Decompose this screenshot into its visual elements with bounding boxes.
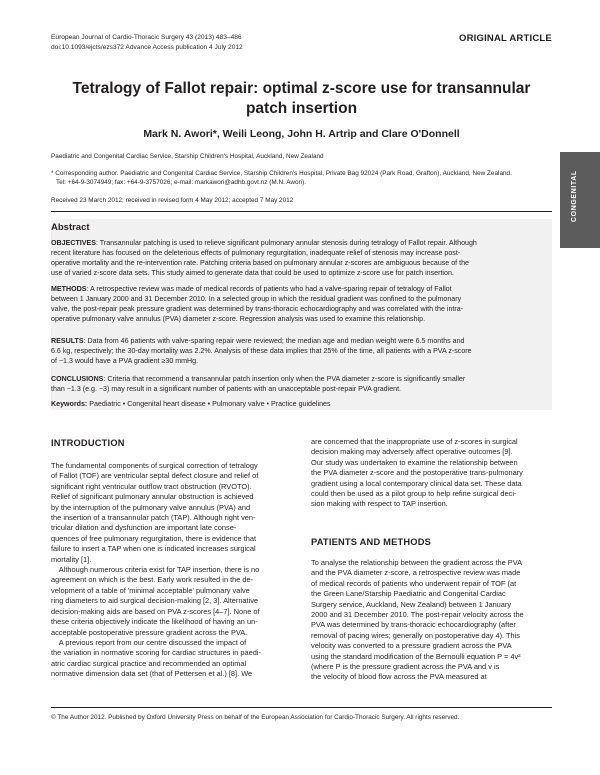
correspondence-line: Tel: +64-9-3074949; fax: +64-9-3757026; e-mail: markawori@adhb.govt.nz (M.N. Awori). — [56, 179, 307, 186]
body-line: Relief of significant pulmonary annular obstruction is achieved — [51, 492, 254, 502]
abstract-line: than −1.3 (e.g. −3) may result in a significant number of patients with an unacceptable post-repair PVA gradient. — [51, 385, 402, 394]
body-line: using the standard modification of the Bernoulli equation P = 4v² — [311, 651, 521, 661]
abstract-results — [51, 336, 552, 366]
keywords — [51, 399, 331, 409]
abstract-line: valve, the post-repair peak pressure gradient was determined by trans-thoracic echocardiography and was correlated with the intra- — [51, 305, 464, 314]
abstract-methods — [51, 284, 552, 324]
right-column-text — [311, 437, 552, 510]
body-line: the velocity of blood flow across the PVA measured at — [311, 672, 487, 682]
title-line: Tetralogy of Fallot repair: optimal z-score use for transannular — [72, 80, 531, 97]
abstract-line: : Transannular patching is used to relieve significant pulmonary annular stenosis during tetralogy of Fallot repair. Although — [95, 239, 477, 247]
body-line: velopment of a table of 'minimal acceptable' pulmonary valve — [51, 585, 250, 595]
abstract-line: of −1.3 would have a PVA gradient ≥30 mmHg. — [51, 357, 199, 366]
body-line: Our study was undertaken to examine the relationship between — [311, 457, 518, 467]
affiliation: Paediatric and Congenital Cardiac Service, Starship Children's Hospital, Auckland, New Zealand — [51, 153, 324, 160]
body-line: PVA was determined by trans-thoracic echocardiography (after — [311, 620, 516, 630]
body-line: normative dimension data set (that of Pettersen et al.) [8]. We — [51, 669, 253, 679]
body-line: A previous report from our centre discussed the impact of — [51, 637, 247, 647]
author-list: Mark N. Awori*, Weili Leong, John H. Artrip and Clare O'Donnell — [143, 128, 460, 140]
abstract-label: RESULTS — [51, 337, 84, 345]
body-line: by the interruption of the pulmonary valve annulus (PVA) and — [51, 502, 251, 512]
abstract-label: METHODS — [51, 285, 87, 293]
body-line: of Fallot (TOF) are ventricular septal defect closure and relief of — [51, 471, 259, 481]
body-line: sion making with respect to TAP insertion. — [311, 499, 448, 509]
body-line: acceptable postoperative pressure gradient across the PVA. — [51, 627, 248, 637]
abstract-line: recent literature has focused on the deleterious effects of pulmonary regurgitation, inadequate relief of stenosis may increase post- — [51, 249, 461, 258]
received-dates: Received 23 March 2012; received in revised form 4 May 2012; accepted 7 May 2012 — [51, 197, 294, 204]
body-line: these criteria objectively indicate the likelihood of having an un- — [51, 617, 258, 627]
body-line: 2000 and 31 December 2010. The post-repair velocity across the — [311, 610, 524, 620]
section-heading-introduction: INTRODUCTION — [51, 438, 125, 448]
body-line: Surgery service, Auckland, New Zealand) between 1 January — [311, 599, 512, 609]
abstract-line: 6.6 kg, respectively; the 30-day mortality was 2.2%. Analysis of these data implies that 25% of the time, all patients with a PVA z-score — [51, 347, 472, 356]
abstract-line: : Data from 46 patients with valve-sparing repair were reviewed; the median age and median weight were 6.5 months and — [83, 337, 465, 345]
doi-line: doi:10.1093/ejcts/ezs372 Advance Access publication 4 July 2012 — [51, 44, 243, 51]
body-line: mortality [1]. — [51, 554, 92, 564]
body-line: are concerned that the inappropriate use of z-scores in surgical — [311, 437, 518, 446]
journal-citation: European Journal of Cardio-Thoracic Surgery 43 (2013) 483–486 — [51, 34, 242, 41]
body-line: velocity was converted to a pressure gradient across the PVA — [311, 641, 512, 651]
abstract-conclusions — [51, 374, 552, 394]
copyright-footer: © The Author 2012. Published by Oxford University Press on behalf of the European Association for Cardio-Thoracic Surgery. All rights reserved. — [51, 714, 460, 721]
body-line: failure to insert a TAP when one is indicated increases surgical — [51, 544, 256, 554]
body-line: the Green Lane/Starship Paediatric and Congenital Cardiac — [311, 589, 506, 599]
body-line: ring diameters to aid surgical decision-making [2, 3]. Alternative — [51, 596, 259, 606]
body-line: the PVA diameter z-score and the postoperative trans-pulmonary — [311, 468, 523, 478]
body-line: could then be used as a pilot group to help refine surgical deci- — [311, 489, 517, 499]
body-line: tricular dilation and dysfunction are important late conse- — [51, 523, 237, 533]
body-line: removal of pacing wires; generally on postoperative day 4). This — [311, 630, 520, 640]
section-heading-methods: PATIENTS AND METHODS — [311, 537, 432, 547]
title-line: patch insertion — [245, 100, 358, 117]
body-line: quences of free pulmonary regurgitation, there is evidence that — [51, 533, 257, 543]
abstract-line: operative pulmonary valve annulus (PVA) diameter z-score. Regression analysis was used to examine this relationship. — [51, 315, 426, 324]
keywords-list: Paediatric • Congenital heart disease • Pulmonary valve • Practice guidelines — [87, 400, 331, 408]
abstract-line: use of varied z-score data sets. This study aimed to generate data that could be used to optimize z-score use for patch insertion. — [51, 269, 454, 278]
body-line: gradient using a local contemporary clinical data set. These data — [311, 478, 522, 488]
article-type-label: ORIGINAL ARTICLE — [459, 33, 552, 44]
body-line: and the PVA diameter z-score, a retrospective review was made — [311, 568, 521, 578]
body-line: of medical records of patients who underwent repair of TOF (at — [311, 578, 517, 588]
body-line: the variation in normative scoring for cardiac structures in paedi- — [51, 648, 261, 658]
intro-text — [51, 461, 297, 680]
body-line: The fundamental components of surgical correction of tetralogy — [51, 461, 258, 470]
body-line: agreement on which is the best. Early work resulted in the de- — [51, 575, 254, 585]
body-line: To analyse the relationship between the gradient across the PVA — [311, 558, 523, 567]
divider — [51, 211, 552, 212]
article-title — [51, 79, 552, 119]
footer-divider — [51, 707, 552, 708]
section-side-tab — [560, 152, 600, 248]
body-line: (where P is the pressure gradient across the PVA and v is — [311, 662, 500, 672]
abstract-label: OBJECTIVES — [51, 239, 96, 247]
correspondence — [51, 169, 512, 187]
body-line: decision-making aids are based on PVA z-scores [4–7]. None of — [51, 606, 260, 616]
abstract-line: operative mortality and the re-intervention rate. Patching criteria based on pulmonary annular z-scores are ambiguous because of the — [51, 259, 469, 268]
side-tab-label: CONGENITAL — [571, 170, 578, 222]
correspondence-line: * Corresponding author. Paediatric and Congenital Cardiac Service, Starship Children's Hospital, Private Bag 92024 (Park Road, Grafton), Auckland, New Zealand. — [51, 170, 512, 177]
body-line: decision making may adversely affect operative outcomes [9]. — [311, 447, 513, 457]
abstract-line: : A retrospective review was made of medical records of patients who had a valve-sparing repair of tetralogy of Fallot — [86, 285, 452, 293]
abstract-heading: Abstract — [51, 222, 90, 233]
body-line: atric cardiac surgical practice and recommended an optimal — [51, 658, 247, 668]
body-line: Although numerous criteria exist for TAP insertion, there is no — [51, 565, 260, 575]
abstract-line: between 1 January 2000 and 31 December 2010. In a selected group in which the residual gradient was confined to the pulmonary — [51, 295, 462, 304]
abstract-label: CONCLUSIONS — [51, 375, 104, 383]
body-line: significant right ventricular outflow tract obstruction (RVOTO). — [51, 481, 252, 491]
abstract-line: : Criteria that recommend a transannular patch insertion only when the PVA diameter z-score is significantly smaller — [103, 375, 466, 383]
methods-text — [311, 558, 552, 683]
body-line: the insertion of a transannular patch (TAP). Although right ven- — [51, 513, 256, 523]
keywords-label: Keywords: — [51, 400, 88, 408]
abstract-objectives — [51, 238, 552, 278]
